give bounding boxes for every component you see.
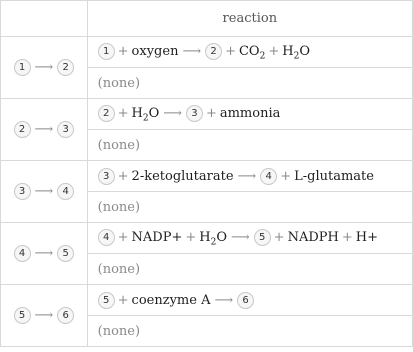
species: oxygen bbox=[131, 43, 179, 59]
step-cell bbox=[1, 285, 88, 347]
arrow-icon: ⟶ bbox=[231, 229, 250, 245]
arrow-icon: ⟶ bbox=[237, 168, 257, 184]
plus-sign: + bbox=[117, 292, 129, 308]
subscript: 2 bbox=[210, 237, 217, 248]
step-cell bbox=[1, 37, 88, 99]
compound-number-badge: 3 bbox=[98, 168, 115, 185]
compound-number-badge: 5 bbox=[98, 292, 115, 309]
arrow-icon: ⟶ bbox=[34, 60, 54, 75]
subscript: 2 bbox=[293, 51, 300, 62]
species: coenzyme A bbox=[131, 292, 211, 308]
reaction-cell bbox=[87, 99, 412, 130]
species: H+ bbox=[355, 229, 378, 245]
compound-number-badge: 3 bbox=[186, 105, 203, 122]
plus-sign: + bbox=[341, 229, 353, 245]
plus-sign: + bbox=[117, 105, 129, 121]
compound-number-badge: 5 bbox=[14, 307, 31, 324]
species: NADPH bbox=[287, 229, 339, 245]
species: $H_2O$ bbox=[282, 43, 310, 62]
compound-number-badge: 6 bbox=[57, 307, 74, 324]
reaction-cell bbox=[87, 223, 412, 254]
subscript: 2 bbox=[259, 51, 266, 62]
species: ammonia bbox=[219, 105, 281, 121]
condition-cell: (none) bbox=[87, 316, 412, 347]
step-cell bbox=[1, 161, 88, 223]
compound-number-badge: 1 bbox=[14, 59, 31, 76]
arrow-icon: ⟶ bbox=[34, 122, 54, 137]
compound-number-badge: 5 bbox=[254, 229, 271, 246]
species: NADP+ bbox=[131, 229, 183, 245]
condition-cell: (none) bbox=[87, 192, 412, 223]
condition-cell: (none) bbox=[87, 130, 412, 161]
header-reaction: reaction bbox=[87, 1, 412, 37]
compound-number-badge: 4 bbox=[98, 229, 115, 246]
plus-sign: + bbox=[205, 105, 217, 121]
species: $CO_2$ bbox=[238, 43, 266, 62]
plus-sign: + bbox=[273, 229, 285, 245]
compound-number-badge: 6 bbox=[237, 292, 254, 309]
plus-sign: + bbox=[268, 43, 280, 59]
arrow-icon: ⟶ bbox=[163, 105, 182, 121]
species: $H_2O$ bbox=[199, 229, 228, 248]
header-row bbox=[1, 1, 413, 37]
plus-sign: + bbox=[225, 43, 236, 59]
subscript: 2 bbox=[142, 113, 149, 124]
compound-number-badge: 4 bbox=[57, 183, 74, 200]
compound-number-badge: 2 bbox=[14, 121, 31, 138]
condition-cell: (none) bbox=[87, 68, 412, 99]
compound-number-badge: 4 bbox=[14, 245, 31, 262]
step-cell bbox=[1, 223, 88, 285]
species: 2-ketoglutarate bbox=[131, 168, 234, 184]
arrow-icon: ⟶ bbox=[34, 246, 54, 261]
plus-sign: + bbox=[117, 229, 129, 245]
header-step bbox=[1, 1, 88, 37]
table-row bbox=[1, 99, 413, 130]
compound-number-badge: 2 bbox=[98, 105, 115, 122]
arrow-icon: ⟶ bbox=[34, 184, 54, 199]
arrow-icon: ⟶ bbox=[182, 43, 202, 59]
compound-number-badge: 1 bbox=[98, 43, 115, 60]
arrow-icon: ⟶ bbox=[214, 292, 234, 308]
table-row bbox=[1, 161, 413, 192]
step-cell bbox=[1, 99, 88, 161]
table-row bbox=[1, 285, 413, 316]
plus-sign: + bbox=[280, 168, 292, 184]
compound-number-badge: 3 bbox=[14, 183, 31, 200]
table-body bbox=[1, 37, 413, 347]
compound-number-badge: 2 bbox=[205, 43, 222, 60]
compound-number-badge: 3 bbox=[57, 121, 74, 138]
plus-sign: + bbox=[185, 229, 197, 245]
reaction-cell bbox=[87, 37, 412, 68]
reaction-cell bbox=[87, 285, 412, 316]
arrow-icon: ⟶ bbox=[34, 308, 54, 323]
species: $H_2O$ bbox=[131, 105, 160, 124]
table-row bbox=[1, 37, 413, 68]
plus-sign: + bbox=[117, 168, 129, 184]
compound-number-badge: 2 bbox=[57, 59, 74, 76]
species: L-glutamate bbox=[294, 168, 374, 184]
table-row bbox=[1, 223, 413, 254]
compound-number-badge: 5 bbox=[57, 245, 74, 262]
condition-cell: (none) bbox=[87, 254, 412, 285]
compound-number-badge: 4 bbox=[260, 168, 277, 185]
reaction-cell bbox=[87, 161, 412, 192]
plus-sign: + bbox=[117, 43, 129, 59]
